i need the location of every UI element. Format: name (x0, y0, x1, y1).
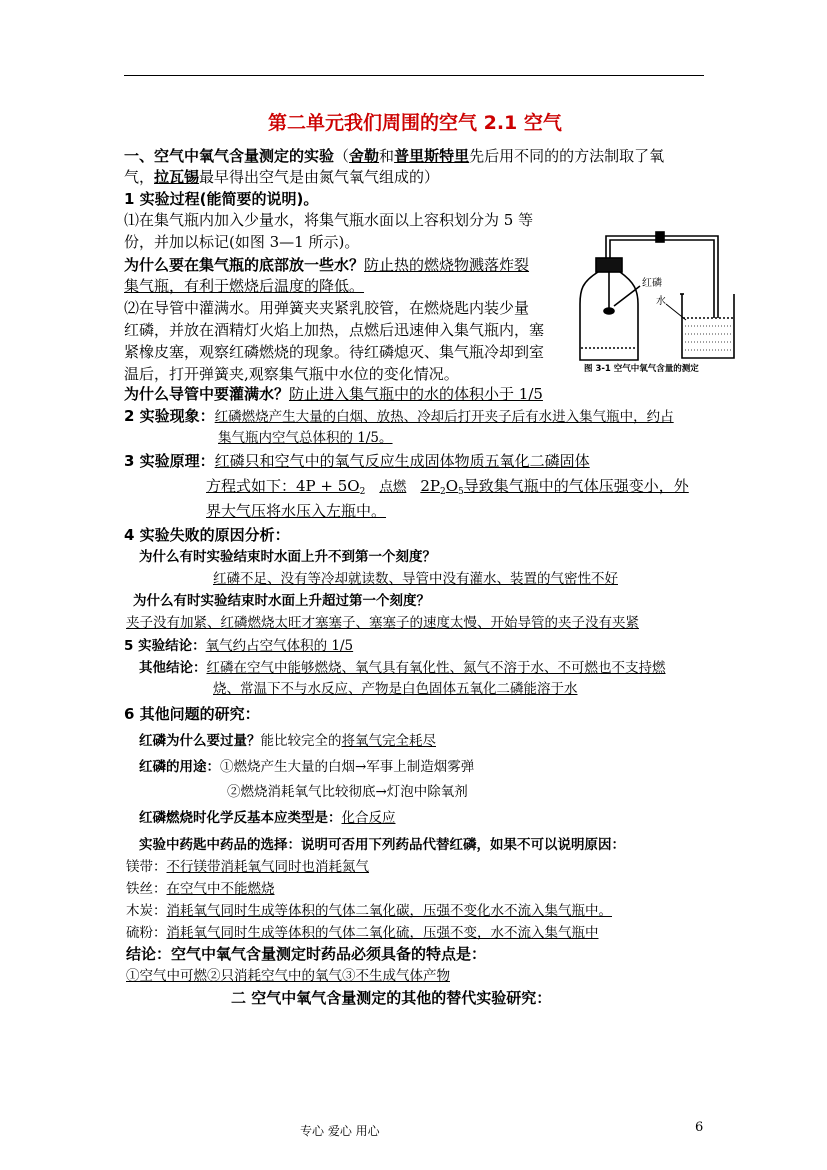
header-rule (124, 75, 704, 76)
answer-water-1: 防止热的燃烧物溅落炸裂 (364, 256, 530, 274)
figure-label-phosphorus: 红磷 (642, 278, 662, 289)
mg-reason: 不行镁带消耗氧气同时也消耗氮气 (166, 859, 369, 875)
step3-tail: 导致集气瓶中的气体压强变小，外 (463, 477, 689, 495)
scientist-scheele: 舍勒 (349, 147, 380, 165)
other-conclusion-text2: 烧、常温下不与水反应、产物是白色固体五氧化二磷能溶于水 (213, 681, 578, 697)
step6-use-line1 (139, 757, 474, 777)
section1-text-tail: 先后用不同的的方法制取了氧 (469, 147, 665, 165)
fe-reason: 在空气中不能燃烧 (166, 881, 275, 897)
s-reason: 消耗氧气同时生成等体积的气体二氧化硫，压强不变，水不流入集气瓶中 (166, 925, 599, 941)
step3-line3: 界大气压将水压入左瓶中。 (206, 502, 387, 520)
step2-text2: 集气瓶内空气总体积的 1/5。 (218, 430, 393, 446)
step4-a1: 红磷不足、没有等冷却就读数、导管中没有灌水、装置的气密性不好 (213, 571, 618, 587)
step1-q2-line (124, 384, 543, 404)
question-fill-tube: 为什么导管中要灌满水？ (124, 385, 290, 403)
scientist-priestley: 普里斯特里 (394, 147, 470, 165)
page-number: 6 (695, 1120, 704, 1135)
section1-heading-line1 (124, 146, 664, 166)
step4-q2: 为什么有时实验结束时水面上升超过第一个刻度？ (133, 593, 430, 609)
conclusion-text: ①空气中可燃②只消耗空气中的氧气③不生成气体产物 (126, 968, 450, 984)
section1-heading: 一、空气中氧气含量测定的实验 (124, 147, 335, 165)
step6-q2: 红磷的用途： (139, 759, 220, 775)
other-conclusion-line1 (139, 657, 666, 678)
equation-condition: 点燃 (379, 479, 407, 495)
step2-heading: 2 实验现象： (124, 407, 215, 425)
step6-a1-b: 将氧气完全耗尽 (341, 733, 436, 749)
spring-clamp-icon (656, 232, 664, 242)
step4-a2: 夹子没有加紧、红磷燃烧太旺才塞塞子、塞塞子的速度太慢、开始导管的夹子没有夹紧 (126, 615, 639, 631)
step5-heading: 5 实验结论： (124, 638, 206, 654)
other-conclusion-text1: 红磷在空气中能够燃烧、氧气具有氧化性、氮气不溶于水、不可燃也不支持燃 (206, 660, 666, 676)
step2-line1 (124, 406, 674, 427)
answer-fill-tube: 防止进入集气瓶中的水的体积小于 1/5 (289, 385, 543, 403)
step6-q4: 实验中药匙中药品的选择：说明可否用下列药品代替红磷，如果不可以说明原因： (139, 837, 625, 853)
figure-label-water: 水 (656, 296, 666, 307)
step6-q1-line (139, 731, 436, 751)
step6-q3-line (139, 808, 396, 828)
step4-heading: 4 实验失败的原因分析： (124, 526, 290, 544)
section2-heading: 二 空气中氧气含量测定的其他的替代实验研究： (231, 989, 552, 1007)
step3-heading: 3 实验原理： (124, 452, 215, 470)
page-title: 第二单元我们周围的空气 2.1 空气 (268, 112, 562, 134)
step6-q3: 红磷燃烧时化学反基本应类型是： (139, 810, 342, 826)
step3-equation-line (206, 476, 689, 502)
conclusion-heading: 结论：空气中氧气含量测定时药品必须具备的特点是： (126, 945, 487, 963)
step6-q1: 红磷为什么要过量？ (139, 733, 261, 749)
step1-p2-line1: ⑵在导管中灌满水。用弹簧夹夹紧乳胶管，在燃烧匙内装少量 (124, 299, 530, 317)
mg-label: 镁带： (126, 859, 167, 875)
step1-p2-line4: 温后，打开弹簧夹,观察集气瓶中水位的变化情况。 (124, 365, 459, 383)
paren: （ (334, 147, 350, 165)
step1-p1-line2: 份，并加以标记(如图 3—1 所示)。 (124, 233, 360, 251)
s-label: 硫粉： (126, 925, 167, 941)
equation-left: $4P + 5O_2$ (296, 477, 366, 497)
section1-heading-line2 (124, 167, 439, 187)
answer-water-2: 集气瓶，有利于燃烧后温度的降低。 (124, 277, 365, 295)
scientist-lavoisier: 拉瓦锡 (154, 168, 200, 186)
use-1: ①燃烧产生大量的白烟→军事上制造烟雾弹 (220, 759, 475, 775)
equation-prefix: 方程式如下： (206, 477, 297, 495)
step1-heading: 1 实验过程(能简要的说明)。 (124, 190, 319, 208)
fe-label: 铁丝： (126, 881, 167, 897)
c-reason: 消耗氧气同时生成等体积的气体二氧化碳，压强不变化水不流入集气瓶中。 (166, 903, 612, 919)
c-label: 木炭： (126, 903, 167, 919)
substitute-s (126, 923, 599, 943)
footer-motto: 专心 爱心 用心 (300, 1124, 380, 1138)
step1-p2-line2: 红磷，并放在酒精灯火焰上加热，点燃后迅速伸入集气瓶内，塞 (124, 321, 545, 339)
step1-q1-line (124, 255, 529, 275)
step3-principle: 红磷只和空气中的氧气反应生成固体物质五氧化二磷固体 (214, 452, 590, 470)
substitute-fe (126, 879, 275, 899)
step4-q1: 为什么有时实验结束时水面上升不到第一个刻度？ (139, 549, 436, 565)
substitute-mg (126, 857, 369, 877)
step5-line (124, 635, 353, 656)
step6-a3: 化合反应 (341, 810, 396, 826)
section1-text-tail2: 最早得出空气是由氮气氧气组成的） (199, 168, 440, 186)
text-fragment: 气， (124, 168, 155, 186)
step6-heading: 6 其他问题的研究： (124, 705, 260, 723)
use-2: ②燃烧消耗氧气比较彻底→灯泡中除氧剂 (227, 784, 468, 800)
step6-a1-a: 能比较完全的 (260, 733, 342, 749)
question-water: 为什么要在集气瓶的底部放一些水？ (124, 256, 365, 274)
figure-caption: 图 3-1 空气中氧气含量的测定 (584, 364, 699, 374)
apparatus-figure (570, 208, 742, 380)
step1-p2-line3: 紧橡皮塞，观察红磷燃烧的现象。待红磷熄灭、集气瓶冷却到室 (124, 343, 545, 361)
step5-conclusion: 氧气约占空气体积的 1/5 (205, 638, 354, 654)
step1-p1-line1: ⑴在集气瓶内加入少量水，将集气瓶水面以上容积划分为 5 等 (124, 211, 534, 229)
step3-line1 (124, 451, 590, 471)
step2-text1: 红磷燃烧产生大量的白烟、放热、冷却后打开夹子后有水进入集气瓶中，约占 (214, 409, 674, 425)
conj-and: 和 (379, 147, 395, 165)
other-conclusion-heading: 其他结论： (139, 660, 207, 676)
equation-right: $2P_2O_5$ (420, 477, 464, 497)
substitute-c (126, 901, 612, 921)
